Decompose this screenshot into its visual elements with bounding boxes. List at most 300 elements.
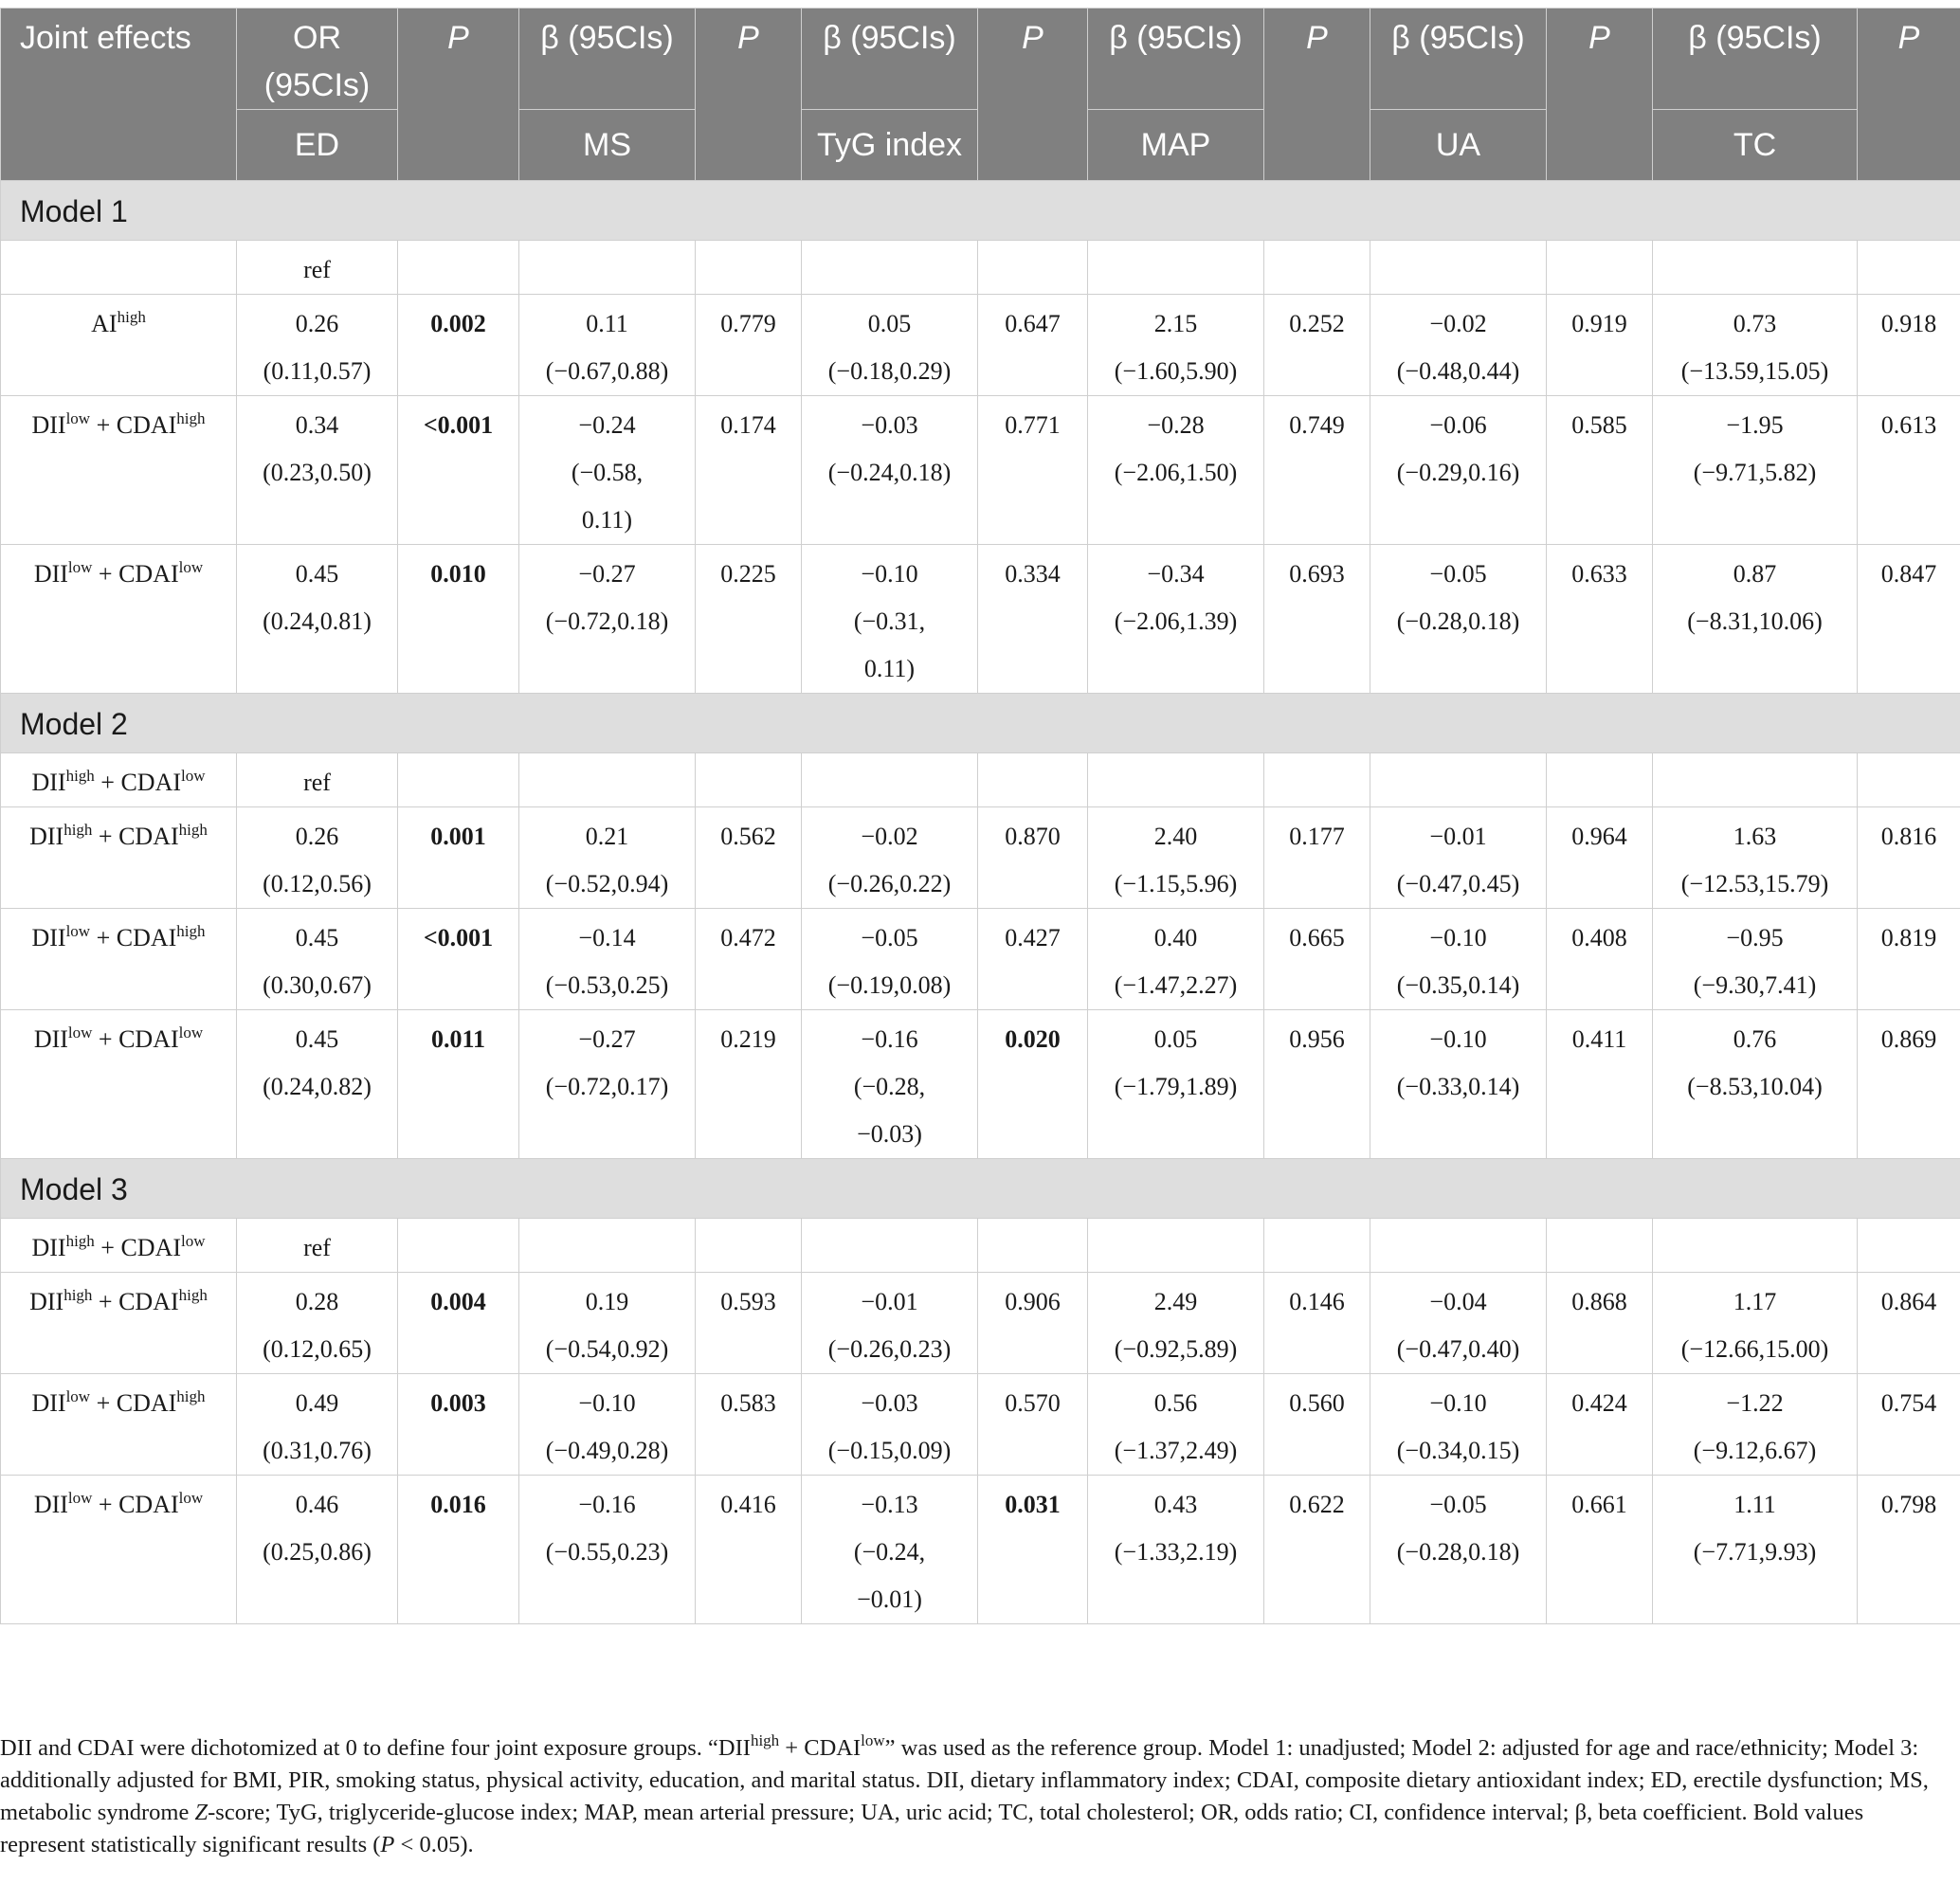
cell-estimate-map <box>1088 753 1264 807</box>
cell-p-map: 0.622 <box>1264 1476 1370 1624</box>
row-label <box>1 909 237 1010</box>
cell-p-ed: <0.001 <box>398 396 519 545</box>
cell-p-tc: 0.847 <box>1858 545 1960 694</box>
cell-estimate-tc <box>1653 545 1858 694</box>
estimate-value: −0.02 <box>1429 310 1487 337</box>
header-outcome-ua: UA <box>1370 110 1547 181</box>
exposure-b: CDAI <box>118 1025 179 1053</box>
estimate-value: 0.49 <box>295 1389 339 1417</box>
cell-estimate-tyg <box>802 753 978 807</box>
cell-p-tyg: 0.647 <box>978 295 1088 396</box>
exposure-a-level: low <box>65 409 91 427</box>
exposure-a-level: high <box>65 1232 95 1250</box>
cell-estimate-ed <box>237 396 398 545</box>
confidence-interval: (0.12,0.65) <box>263 1335 372 1363</box>
estimate-value: ref <box>303 1234 331 1261</box>
cell-p-ms: 0.416 <box>696 1476 802 1624</box>
exposure-b-level: low <box>178 558 204 576</box>
cell-p-ed <box>398 753 519 807</box>
estimate-value: 0.45 <box>295 924 339 951</box>
table-row <box>1 241 1960 295</box>
cell-p-tc: 0.918 <box>1858 295 1960 396</box>
exposure-b: CDAI <box>120 769 182 796</box>
confidence-interval: (−2.06,1.50) <box>1114 459 1238 486</box>
exposure-b-level: high <box>176 922 206 940</box>
cell-p-ms: 0.174 <box>696 396 802 545</box>
plus-sign: + <box>94 1234 121 1261</box>
cell-estimate-ua <box>1370 1476 1547 1624</box>
plus-sign: + <box>92 1491 119 1518</box>
estimate-value: 0.11 <box>586 310 628 337</box>
section-row <box>1 181 1960 241</box>
cell-estimate-ua <box>1370 1219 1547 1273</box>
estimate-value: 0.76 <box>1733 1025 1777 1053</box>
plus-sign: + <box>90 411 117 439</box>
exposure-b-level: high <box>178 821 208 839</box>
confidence-interval: (0.12,0.56) <box>263 870 372 897</box>
estimate-value: −0.05 <box>861 924 918 951</box>
exposure-b: CDAI <box>118 560 179 588</box>
cell-estimate-tc <box>1653 1219 1858 1273</box>
cell-estimate-ua <box>1370 545 1547 694</box>
estimate-value: −0.24 <box>578 411 636 439</box>
results-table <box>0 8 1960 1624</box>
cell-estimate-ms <box>519 1010 696 1159</box>
exposure-a: DII <box>31 1234 66 1261</box>
exposure-b: CDAI <box>120 1234 182 1261</box>
exposure-a-level: low <box>67 1024 93 1042</box>
cell-p-ms: 0.562 <box>696 807 802 909</box>
exposure-a-level: high <box>117 308 146 326</box>
table-row <box>1 1476 1960 1624</box>
cell-estimate-tyg <box>802 295 978 396</box>
header-outcome-map: MAP <box>1088 110 1264 181</box>
cell-p-ua: 0.964 <box>1547 807 1653 909</box>
confidence-interval: (−0.24,0.18) <box>827 459 952 486</box>
estimate-value: −0.34 <box>1147 560 1205 588</box>
cell-p-map: 0.749 <box>1264 396 1370 545</box>
plus-sign: + <box>90 924 117 951</box>
cell-p-tc: 0.754 <box>1858 1374 1960 1476</box>
section-title: Model 1 <box>1 181 1960 241</box>
table-row <box>1 1219 1960 1273</box>
header-joint-effects: Joint effects <box>1 9 237 181</box>
confidence-interval: (−8.53,10.04) <box>1687 1073 1823 1100</box>
cell-estimate-ua <box>1370 396 1547 545</box>
cell-p-ms: 0.583 <box>696 1374 802 1476</box>
cell-p-ms: 0.472 <box>696 909 802 1010</box>
cell-estimate-map <box>1088 396 1264 545</box>
confidence-interval: (−1.15,5.96) <box>1114 870 1238 897</box>
cell-estimate-ms <box>519 1273 696 1374</box>
cell-p-tc: 0.819 <box>1858 909 1960 1010</box>
cell-p-map <box>1264 753 1370 807</box>
table-row <box>1 909 1960 1010</box>
cell-estimate-ed <box>237 807 398 909</box>
confidence-interval: (0.24,0.81) <box>263 607 372 635</box>
confidence-interval: (−0.19,0.08) <box>827 971 952 999</box>
cell-estimate-tc <box>1653 1476 1858 1624</box>
header-p-ms: P <box>696 9 802 181</box>
estimate-value: −0.10 <box>1429 1025 1487 1053</box>
estimate-value: −0.16 <box>861 1025 918 1053</box>
row-label <box>1 1374 237 1476</box>
row-label <box>1 1219 237 1273</box>
cell-p-tyg: 0.570 <box>978 1374 1088 1476</box>
confidence-interval: (−0.18,0.29) <box>827 357 952 385</box>
table-footnote <box>0 1732 1943 1861</box>
row-label <box>1 807 237 909</box>
cell-p-map <box>1264 241 1370 295</box>
cell-estimate-ua <box>1370 909 1547 1010</box>
cell-estimate-tyg <box>802 545 978 694</box>
exposure-b-level: high <box>176 409 206 427</box>
row-label <box>1 396 237 545</box>
cell-p-tc: 0.864 <box>1858 1273 1960 1374</box>
cell-estimate-ua <box>1370 1273 1547 1374</box>
cell-p-tyg <box>978 753 1088 807</box>
header-stat-tyg: β (95CIs) <box>802 9 978 110</box>
cell-p-tc: 0.816 <box>1858 807 1960 909</box>
exposure-b-level: low <box>178 1024 204 1042</box>
plus-sign: + <box>94 769 121 796</box>
cell-p-ua: 0.919 <box>1547 295 1653 396</box>
exposure-a: DII <box>31 1389 66 1417</box>
cell-estimate-tyg <box>802 1374 978 1476</box>
cell-estimate-ed <box>237 1374 398 1476</box>
confidence-interval: (0.30,0.67) <box>263 971 372 999</box>
estimate-value: 0.45 <box>295 1025 339 1053</box>
cell-p-ua <box>1547 753 1653 807</box>
row-label <box>1 241 237 295</box>
confidence-interval: (0.23,0.50) <box>263 459 372 486</box>
footnote-sup: low <box>861 1731 885 1749</box>
confidence-interval: (−9.30,7.41) <box>1693 971 1817 999</box>
cell-p-tc <box>1858 241 1960 295</box>
cell-p-map: 0.560 <box>1264 1374 1370 1476</box>
cell-p-tc: 0.869 <box>1858 1010 1960 1159</box>
estimate-value: −0.13 <box>861 1491 918 1518</box>
exposure-b-level: low <box>181 1232 206 1250</box>
confidence-interval: (−0.54,0.92) <box>545 1335 669 1363</box>
cell-estimate-map <box>1088 1010 1264 1159</box>
confidence-interval: (−0.47,0.40) <box>1396 1335 1520 1363</box>
plus-sign: + <box>92 1288 119 1315</box>
header-outcome-tyg: TyG index <box>802 110 978 181</box>
exposure-a: DII <box>33 1491 68 1518</box>
confidence-interval: (−0.26,0.22) <box>827 870 952 897</box>
cell-estimate-map <box>1088 545 1264 694</box>
cell-estimate-tc <box>1653 295 1858 396</box>
header-p-ed: P <box>398 9 519 181</box>
cell-p-tyg: 0.020 <box>978 1010 1088 1159</box>
exposure-b-level: low <box>178 1489 204 1507</box>
confidence-interval: 0.11) <box>581 506 633 534</box>
table-row <box>1 396 1960 545</box>
cell-estimate-ms <box>519 1374 696 1476</box>
confidence-interval: (−0.67,0.88) <box>545 357 669 385</box>
confidence-interval: (−0.28,0.18) <box>1396 607 1520 635</box>
cell-p-map: 0.146 <box>1264 1273 1370 1374</box>
estimate-value: −0.95 <box>1726 924 1784 951</box>
confidence-interval: (−0.58, <box>571 459 644 486</box>
estimate-value: 2.40 <box>1153 823 1198 850</box>
cell-estimate-ms <box>519 807 696 909</box>
header-p-tc: P <box>1858 9 1960 181</box>
cell-p-ua: 0.661 <box>1547 1476 1653 1624</box>
header-stat-ms: β (95CIs) <box>519 9 696 110</box>
estimate-value: −0.10 <box>578 1389 636 1417</box>
exposure-b-level: low <box>181 767 206 785</box>
header-stat-tc: β (95CIs) <box>1653 9 1858 110</box>
header-p-tyg: P <box>978 9 1088 181</box>
estimate-value: −0.28 <box>1147 411 1205 439</box>
cell-p-ed: 0.003 <box>398 1374 519 1476</box>
footnote-text: -score; TyG, triglyceride-glucose index; MAP, mean arterial pressure; UA, uric acid; TC, total cholesterol; OR, odds ratio; CI, confidence interval; β, beta coefficient. Bold values represent statistically significant results ( <box>0 1800 1864 1857</box>
confidence-interval: (−1.47,2.27) <box>1114 971 1238 999</box>
cell-p-ed: 0.001 <box>398 807 519 909</box>
exposure-a: DII <box>29 823 64 850</box>
estimate-value: 2.49 <box>1153 1288 1198 1315</box>
estimate-value: 0.87 <box>1733 560 1777 588</box>
confidence-interval: (−1.33,2.19) <box>1114 1538 1238 1566</box>
confidence-interval: (−7.71,9.93) <box>1693 1538 1817 1566</box>
confidence-interval: (−0.55,0.23) <box>545 1538 669 1566</box>
cell-estimate-ms <box>519 1219 696 1273</box>
confidence-interval: (−0.15,0.09) <box>827 1437 952 1464</box>
confidence-interval: (0.31,0.76) <box>263 1437 372 1464</box>
section-row <box>1 694 1960 753</box>
cell-p-ms: 0.219 <box>696 1010 802 1159</box>
header-row-stat <box>1 9 1960 110</box>
cell-estimate-ed <box>237 545 398 694</box>
cell-p-tyg <box>978 241 1088 295</box>
header-p-ua: P <box>1547 9 1653 181</box>
estimate-value: −0.04 <box>1429 1288 1487 1315</box>
estimate-value: 0.46 <box>295 1491 339 1518</box>
confidence-interval: (−12.53,15.79) <box>1680 870 1829 897</box>
cell-estimate-tc <box>1653 396 1858 545</box>
estimate-value: 0.26 <box>295 310 339 337</box>
estimate-value: 0.56 <box>1153 1389 1198 1417</box>
exposure-a: DII <box>31 924 66 951</box>
estimate-value: 0.45 <box>295 560 339 588</box>
estimate-value: 0.28 <box>295 1288 339 1315</box>
cell-p-map: 0.693 <box>1264 545 1370 694</box>
estimate-value: 1.63 <box>1733 823 1777 850</box>
confidence-interval: (−0.26,0.23) <box>827 1335 952 1363</box>
cell-p-tyg: 0.427 <box>978 909 1088 1010</box>
exposure-a-level: low <box>67 558 93 576</box>
cell-p-tyg: 0.870 <box>978 807 1088 909</box>
footnote-text: + CDAI <box>779 1735 862 1761</box>
cell-p-ua: 0.633 <box>1547 545 1653 694</box>
cell-p-tc <box>1858 1219 1960 1273</box>
estimate-value: −0.05 <box>1429 560 1487 588</box>
estimate-value: 0.43 <box>1153 1491 1198 1518</box>
confidence-interval: (−1.37,2.49) <box>1114 1437 1238 1464</box>
cell-estimate-map <box>1088 807 1264 909</box>
row-label <box>1 545 237 694</box>
cell-p-ms: 0.779 <box>696 295 802 396</box>
table-row <box>1 753 1960 807</box>
cell-p-ua: 0.411 <box>1547 1010 1653 1159</box>
confidence-interval: (0.24,0.82) <box>263 1073 372 1100</box>
footnote-text: DII and CDAI were dichotomized at 0 to define four joint exposure groups. “DII <box>0 1735 751 1761</box>
confidence-interval: (−0.72,0.17) <box>545 1073 669 1100</box>
cell-p-ua <box>1547 1219 1653 1273</box>
cell-estimate-ed <box>237 1476 398 1624</box>
estimate-value: 2.15 <box>1153 310 1198 337</box>
cell-estimate-map <box>1088 1219 1264 1273</box>
plus-sign: + <box>92 560 119 588</box>
cell-p-ua: 0.408 <box>1547 909 1653 1010</box>
plus-sign: + <box>90 1389 117 1417</box>
section-title: Model 2 <box>1 694 1960 753</box>
estimate-value: −0.03 <box>861 1389 918 1417</box>
row-label <box>1 753 237 807</box>
cell-p-map <box>1264 1219 1370 1273</box>
exposure-a: AI <box>91 310 118 337</box>
cell-estimate-tyg <box>802 1010 978 1159</box>
confidence-interval: (−13.59,15.05) <box>1680 357 1829 385</box>
exposure-b: CDAI <box>118 823 179 850</box>
cell-p-ms: 0.225 <box>696 545 802 694</box>
cell-estimate-ms <box>519 753 696 807</box>
cell-estimate-map <box>1088 241 1264 295</box>
confidence-interval: (−0.31, <box>853 607 926 635</box>
confidence-interval: (0.11,0.57) <box>263 357 372 385</box>
cell-p-ed: 0.004 <box>398 1273 519 1374</box>
cell-estimate-map <box>1088 295 1264 396</box>
estimate-value: −1.22 <box>1726 1389 1784 1417</box>
cell-estimate-tyg <box>802 396 978 545</box>
confidence-interval: (−2.06,1.39) <box>1114 607 1238 635</box>
estimate-value: 0.26 <box>295 823 339 850</box>
table-header <box>1 9 1960 181</box>
estimate-value: −0.10 <box>861 560 918 588</box>
cell-p-ed <box>398 241 519 295</box>
cell-estimate-ua <box>1370 241 1547 295</box>
confidence-interval: (−0.48,0.44) <box>1396 357 1520 385</box>
confidence-interval: (−0.34,0.15) <box>1396 1437 1520 1464</box>
cell-p-ms <box>696 241 802 295</box>
exposure-b: CDAI <box>116 1389 177 1417</box>
cell-p-tyg: 0.771 <box>978 396 1088 545</box>
cell-estimate-ed <box>237 1010 398 1159</box>
cell-estimate-ms <box>519 295 696 396</box>
cell-p-tc: 0.613 <box>1858 396 1960 545</box>
confidence-interval: (−0.24, <box>853 1538 926 1566</box>
estimate-value: 0.21 <box>585 823 629 850</box>
cell-p-tyg <box>978 1219 1088 1273</box>
exposure-a: DII <box>29 1288 64 1315</box>
estimate-value: 1.11 <box>1733 1491 1776 1518</box>
cell-p-map: 0.665 <box>1264 909 1370 1010</box>
estimate-value: −0.05 <box>1429 1491 1487 1518</box>
confidence-interval: −0.01) <box>857 1585 922 1613</box>
cell-p-tyg: 0.906 <box>978 1273 1088 1374</box>
footnote-sup: high <box>750 1731 780 1749</box>
cell-estimate-ua <box>1370 807 1547 909</box>
confidence-interval: (0.25,0.86) <box>263 1538 372 1566</box>
confidence-interval: (−1.60,5.90) <box>1114 357 1238 385</box>
exposure-a-level: low <box>65 922 91 940</box>
exposure-a-level: high <box>64 821 93 839</box>
estimate-value: −0.01 <box>1429 823 1487 850</box>
estimate-value: −0.14 <box>578 924 636 951</box>
cell-p-ms <box>696 753 802 807</box>
confidence-interval: (−0.28, <box>853 1073 926 1100</box>
cell-estimate-ua <box>1370 1010 1547 1159</box>
estimate-value: −1.95 <box>1726 411 1784 439</box>
estimate-value: 0.05 <box>1153 1025 1198 1053</box>
cell-estimate-ms <box>519 241 696 295</box>
cell-p-ed: 0.016 <box>398 1476 519 1624</box>
footnote-italic: Z <box>194 1800 209 1825</box>
cell-estimate-ed <box>237 1219 398 1273</box>
footnote-text: ” was used as the reference group. Model 1: unadjusted; Model 2: adjusted for age and race/ethnicity; Model 3: additionally adjusted for BMI, PIR, smoking status, physical activity, education, and marital status. DII, dietary inflammatory index; CDAI, composite dietary antioxidant index; ED, erectile dysfunction; MS, metabolic syndrome <box>0 1735 1929 1825</box>
cell-p-ua <box>1547 241 1653 295</box>
cell-estimate-ua <box>1370 295 1547 396</box>
estimate-value: −0.10 <box>1429 1389 1487 1417</box>
confidence-interval: (−0.52,0.94) <box>545 870 669 897</box>
cell-p-ed: <0.001 <box>398 909 519 1010</box>
estimate-value: 0.73 <box>1733 310 1777 337</box>
cell-p-ua: 0.424 <box>1547 1374 1653 1476</box>
cell-estimate-ms <box>519 1476 696 1624</box>
exposure-b: CDAI <box>118 1288 179 1315</box>
estimate-value: −0.06 <box>1429 411 1487 439</box>
cell-estimate-ms <box>519 909 696 1010</box>
cell-p-ua: 0.868 <box>1547 1273 1653 1374</box>
exposure-a: DII <box>33 560 68 588</box>
confidence-interval: −0.03) <box>857 1120 922 1148</box>
cell-p-ed: 0.002 <box>398 295 519 396</box>
cell-estimate-ua <box>1370 753 1547 807</box>
cell-estimate-tc <box>1653 241 1858 295</box>
header-stat-map: β (95CIs) <box>1088 9 1264 110</box>
cell-estimate-tc <box>1653 807 1858 909</box>
confidence-interval: (−0.28,0.18) <box>1396 1538 1520 1566</box>
estimate-value: ref <box>303 256 331 283</box>
cell-p-ed: 0.011 <box>398 1010 519 1159</box>
exposure-b: CDAI <box>116 924 177 951</box>
confidence-interval: (−12.66,15.00) <box>1680 1335 1829 1363</box>
cell-p-map: 0.177 <box>1264 807 1370 909</box>
cell-p-tc: 0.798 <box>1858 1476 1960 1624</box>
estimate-value: 0.34 <box>295 411 339 439</box>
table-row <box>1 807 1960 909</box>
row-label <box>1 1476 237 1624</box>
exposure-a: DII <box>31 411 66 439</box>
table-row <box>1 1273 1960 1374</box>
confidence-interval: (−0.49,0.28) <box>545 1437 669 1464</box>
cell-estimate-ed <box>237 295 398 396</box>
exposure-a: DII <box>33 1025 68 1053</box>
cell-estimate-tyg <box>802 1476 978 1624</box>
section-row <box>1 1159 1960 1219</box>
plus-sign: + <box>92 1025 119 1053</box>
estimate-value: 1.17 <box>1733 1288 1777 1315</box>
estimate-value: −0.02 <box>861 823 918 850</box>
header-p-map: P <box>1264 9 1370 181</box>
cell-p-tyg: 0.031 <box>978 1476 1088 1624</box>
confidence-interval: (−0.92,5.89) <box>1114 1335 1238 1363</box>
exposure-a-level: low <box>65 1387 91 1405</box>
cell-estimate-map <box>1088 1273 1264 1374</box>
cell-p-map: 0.252 <box>1264 295 1370 396</box>
